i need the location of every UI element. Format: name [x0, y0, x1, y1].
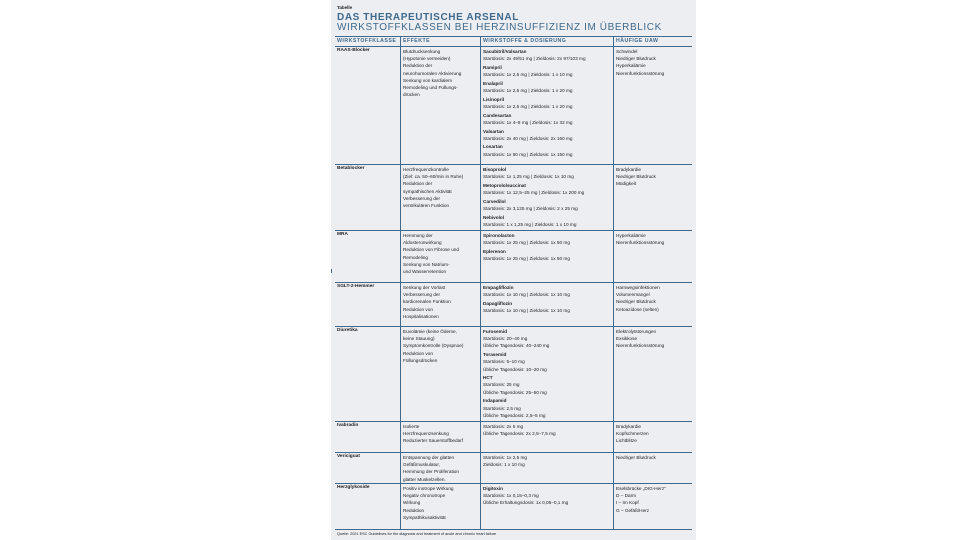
header-wirkstoffklasse: WIRKSTOFFKLASSE [337, 38, 397, 44]
dosage-cell [483, 454, 527, 468]
drug-class-name: SGLT-2-Hemmer [337, 284, 375, 289]
dose-line: Startdosis: 1x 2,5 mg | Zieldosis: 1 x 20 mg [483, 103, 573, 109]
dose-line: Zieldosis: 1 x 10 mg [483, 462, 525, 468]
row-divider [335, 164, 692, 165]
effect-line: und Wasserretention [403, 269, 447, 275]
effect-line: Remodeling [403, 254, 429, 260]
effect-line: Reduktion von Fibrose und [403, 247, 460, 253]
drug-name: Enalapril [483, 80, 503, 86]
adverse-effect-line: G – Gefäß/Herz [616, 507, 650, 513]
adverse-effects-cell [616, 328, 664, 350]
effect-line: Reduktion der [403, 63, 433, 69]
table-bottom-rule [335, 529, 692, 530]
drug-name: HCT [483, 375, 493, 381]
dose-line: Startdosis: 2,5 mg [483, 405, 521, 411]
drug-class-name: Diuretika [337, 328, 358, 333]
column-divider [480, 36, 481, 530]
dose-line: Startdosis: 1x 2,5 mg | Zieldosis: 1 x 20 mg [483, 88, 573, 94]
effect-line: kardiorenalen Funktion [403, 299, 451, 305]
row-divider [335, 230, 692, 231]
effects-cell [403, 232, 459, 275]
dose-line: Startdosis: 1x 50 mg | Zieldosis: 1x 150 mg [483, 151, 573, 157]
dose-line: Startdosis: 2x 40 mg | Zieldosis: 2x 160 mg [483, 135, 573, 141]
effect-line: keine Stauung) [403, 336, 435, 342]
drug-class-name: RAAS-Blocker [337, 48, 370, 53]
dose-line: Startdosis: 1x 10 mg | Zieldosis: 1x 10 mg [483, 292, 570, 298]
effect-line: (Ziel: ca. 50–60/min in Ruhe) [403, 174, 464, 180]
adverse-effect-line: Niedriger Blutdruck [616, 299, 656, 305]
drug-name: Digitoxin [483, 486, 504, 491]
dose-line: Startdosis: 1x 10 mg | Zieldosis: 1x 10 mg [483, 308, 570, 314]
drug-name: Candesartan [483, 112, 512, 118]
adverse-effect-line: Bradykardie [616, 167, 642, 172]
dose-line: Startdosis: 20–40 mg [483, 336, 528, 342]
drug-name: Empagliflozin [483, 285, 514, 290]
adverse-effect-line: Niedriger Blutdruck [616, 455, 656, 460]
row-divider [335, 282, 692, 283]
adverse-effect-line: Ketoazidose (selten) [616, 306, 659, 312]
title-line-1: DAS THERAPEUTISCHE ARSENAL [337, 12, 519, 23]
header-dosierung: WIRKSTOFFE & DOSIERUNG [483, 38, 567, 44]
adverse-effect-line: Harnwegsinfektionen [616, 285, 660, 290]
effect-line: Negativ chronotrope [403, 493, 446, 499]
drug-name: Indapamid [483, 398, 507, 404]
effect-line: Hemmung der Proliferation [403, 469, 460, 475]
dosage-cell [483, 166, 584, 228]
effect-line: Senkung der Vorlast [403, 285, 446, 290]
drug-name: Ramipril [483, 64, 502, 70]
dose-line: Übliche Tagesdosis: 10–20 mg [483, 366, 547, 372]
dose-line: Startdosis: 2x 49/51 mg | Zieldosis: 2x 97/103 mg [483, 56, 586, 62]
drug-name: Nebivolol [483, 214, 505, 220]
effect-line: Aldosteronwirkung [403, 240, 442, 246]
adverse-effects-cell [616, 423, 649, 445]
adverse-effect-line: Müdigkeit [616, 181, 637, 187]
row-divider [335, 326, 692, 327]
effects-cell [403, 423, 463, 445]
effect-line: Verbesserung der [403, 195, 441, 201]
effect-line: sympathischen Aktivität [403, 188, 452, 194]
dose-line: Startdosis: 1x 25 mg | Zieldosis: 1x 50 mg [483, 240, 570, 246]
dose-line: Startdosis: 1x 1,25 mg | Zieldosis: 1x 10 mg [483, 174, 574, 180]
adverse-effect-line: Niedriger Blutdruck [616, 56, 656, 62]
column-divider [400, 36, 401, 530]
effect-line: Reduktion [403, 507, 425, 513]
dose-line: Übliche Tagesdosis: 2x 2,5–7,5 mg [483, 431, 556, 437]
effect-line: Senkung von kardialem [403, 77, 452, 83]
adverse-effect-line: Hyperkaliämie [616, 233, 646, 238]
adverse-effect-line: Lichtblitze [616, 438, 637, 444]
row-divider [335, 483, 692, 484]
drug-name: Eplerenon [483, 248, 506, 254]
effect-line: Verbesserung der [403, 292, 441, 298]
drug-name: Spironolacton [483, 233, 515, 238]
dose-line: Übliche Erhaltungsdosis: 1x 0,05–0,1 mg [483, 500, 569, 506]
effects-cell [403, 454, 459, 483]
drug-name: Furosemid [483, 329, 507, 334]
header-bottom-rule [335, 46, 692, 47]
drug-class-name: Vericiguat [337, 454, 360, 459]
dosage-cell [483, 48, 586, 158]
adverse-effect-line: Nierenfunktionsstörung [616, 343, 665, 349]
dose-line: Startdosis: 1x 25 mg | Zieldosis: 1x 50 mg [483, 256, 570, 262]
drug-class-name: MRA [337, 232, 348, 237]
dose-line: Startdosis: 1x 0,15–0,3 mg [483, 493, 539, 499]
adverse-effect-line: Volumenmangel [616, 292, 650, 298]
adverse-effect-line: Elektrolytstörungen [616, 329, 657, 334]
adverse-effect-line: Nierenfunktionsstörung [616, 240, 665, 246]
drug-name: Metoprololsuccinat [483, 182, 526, 188]
drug-name: Losartan [483, 144, 503, 150]
drug-name: Torasemid [483, 352, 507, 358]
source-note: Quelle: 2021 ESC Guidelines for the diagnosis and treatment of acute and chronic heart failure [337, 532, 497, 536]
effect-line: Isolierte [403, 424, 420, 429]
effect-line: Herzfrequenzsenkung [403, 431, 449, 437]
effect-line: Entspannung der glatten [403, 455, 455, 460]
drug-name: Bisoprolol [483, 167, 507, 172]
adverse-effect-line: Nierenfunktionsstörung [616, 70, 665, 76]
column-divider [613, 36, 614, 530]
effect-line: neurohumoralen Aktivierung [403, 70, 462, 76]
effect-line: glatter Muskelzellen. [403, 476, 446, 482]
drug-class-name: Ivabradin [337, 423, 359, 428]
table-tag: Tabelle [337, 5, 353, 10]
effect-line: Reduktion von [403, 306, 433, 312]
adverse-effect-line: Exsikkose [616, 336, 638, 342]
dose-line: Startdosis: 1x 2,5 mg [483, 455, 528, 460]
effect-line: Reduzierter Sauerstoffbedarf [403, 438, 464, 444]
adverse-effect-line: Niedriger Blutdruck [616, 174, 656, 180]
header-top-rule [335, 36, 692, 37]
effects-cell [403, 166, 463, 209]
drug-name: Dapagliflozin [483, 300, 513, 306]
dose-line: Startdosis: 1 x 1,25 mg | Zieldosis: 1 x 10 mg [483, 221, 577, 227]
dosage-cell [483, 284, 570, 314]
dose-line: Startdosis: 1x 4–8 mg | Zieldosis: 1x 32 mg [483, 119, 573, 125]
dosage-cell [483, 485, 568, 507]
dose-line: Startdosis: 2x 5 mg [483, 424, 524, 429]
dose-line: Übliche Tagesdosis: 40–240 mg [483, 343, 550, 349]
effect-line: Gefäßmuskulatur, [403, 462, 440, 468]
drug-class-name: Betablocker [337, 166, 365, 171]
effect-line: Senkung von Natrium- [403, 261, 450, 267]
effect-line: Reduktion von [403, 350, 433, 356]
effect-line: Wirkung [403, 500, 421, 506]
dose-line: Startdosis: 5–10 mg [483, 359, 525, 365]
effect-line: Herzfrequenzkontrolle [403, 167, 449, 172]
effects-cell [403, 284, 451, 320]
effect-line: Blutdrucksenkung [403, 49, 441, 54]
dose-line: Startdosis: 25 mg [483, 382, 520, 388]
adverse-effects-cell [616, 48, 664, 77]
adverse-effect-line: Hyperkaliämie [616, 63, 646, 69]
effects-cell [403, 328, 463, 364]
header-effekte: EFFEKTE [403, 38, 431, 44]
effects-cell [403, 48, 461, 98]
dosage-cell [483, 423, 556, 437]
drug-name: Carvedilol [483, 198, 506, 204]
effect-line: Reduktion der [403, 181, 433, 187]
adverse-effect-line: Kopfschmerzen [616, 431, 649, 437]
adverse-effects-cell [616, 166, 656, 188]
adverse-effect-line: I – Im Kopf [616, 500, 639, 506]
dosage-cell [483, 328, 549, 419]
header-uaw: HÄUFIGE UAW [616, 38, 659, 44]
dose-line: Übliche Tagesdosis: 2,5–5 mg [483, 412, 546, 418]
adverse-effects-cell [616, 232, 664, 246]
adverse-effect-line: Schwindel [616, 49, 638, 54]
effect-line: Remodeling und Füllungs- [403, 85, 458, 91]
dose-line: Startdosis: 1x 12,5–25 mg | Zieldosis: 1x 200 mg [483, 190, 585, 196]
drug-name: Sacubitril/Valsartan [483, 49, 527, 54]
adverse-effects-cell [616, 485, 666, 514]
effects-cell [403, 485, 454, 521]
effect-line: Symptomkontrolle (Dyspnoe) [403, 343, 464, 349]
drug-name: Lisinopril [483, 96, 505, 102]
dosage-cell [483, 232, 570, 262]
row-divider [335, 452, 692, 453]
row-divider [335, 421, 692, 422]
document-page [331, 0, 696, 540]
effect-line: Euvolämie (keine Ödeme, [403, 329, 457, 334]
adverse-effects-cell [616, 284, 660, 313]
drug-name: Valsartan [483, 128, 504, 134]
adverse-effect-line: D – Darm [616, 493, 637, 499]
adverse-effect-line: Bradykardie [616, 424, 642, 429]
effect-line: Sympathikusaktivität [403, 514, 446, 520]
effect-line: (Hypotonie vermeiden) [403, 56, 451, 62]
effect-line: Füllungsdrücken [403, 357, 438, 363]
page-edge-marker [331, 269, 332, 273]
dose-line: Startdosis: 1x 2,5 mg | Zieldosis: 1 x 10 mg [483, 72, 573, 78]
adverse-effects-cell [616, 454, 656, 461]
effect-line: ventrikulären Funktion [403, 203, 450, 209]
drug-class-name: Herzglykoside [337, 485, 370, 490]
effect-line: Hospitalisationen [403, 313, 439, 319]
effect-line: Positiv inotrope Wirkung [403, 486, 454, 491]
dose-line: Startdosis: 2x 3,125 mg | Zieldosis: 2 x 25 mg [483, 206, 578, 212]
dose-line: Übliche Tagesdosis: 25–50 mg [483, 389, 547, 395]
effect-line: drücken [403, 92, 420, 98]
title-line-2: WIRKSTOFFKLASSEN BEI HERZINSUFFIZIENZ IM ÜBERBLICK [337, 22, 662, 33]
effect-line: Hemmung der [403, 233, 433, 238]
adverse-effect-line: Eselsbrücke „DIG-Herz“ [616, 486, 666, 491]
